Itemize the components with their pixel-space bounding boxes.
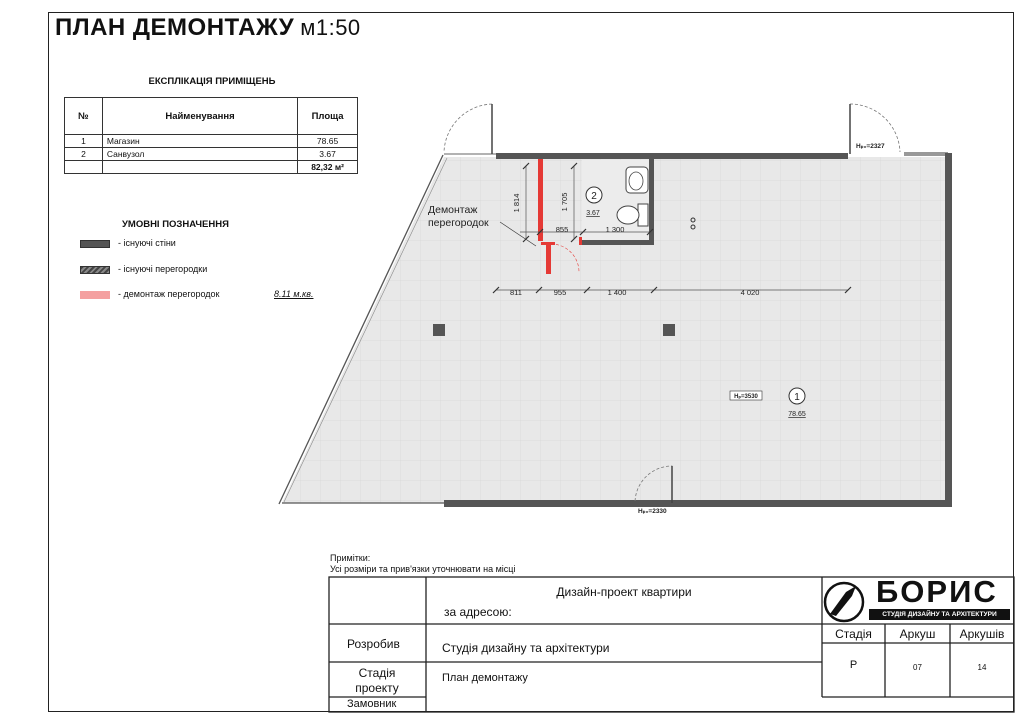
col-sheet-header: Аркуш	[899, 627, 936, 641]
explication-header-area: Площа	[298, 98, 358, 135]
notes-title: Примітки:	[330, 553, 371, 563]
explication-title: ЕКСПЛІКАЦІЯ ПРИМІЩЕНЬ	[148, 76, 276, 87]
title-text: ПЛАН ДЕМОНТАЖУ	[55, 14, 295, 41]
legend-label-walls: - існуючі стіни	[118, 238, 176, 248]
project-address-label: за адресою:	[444, 605, 512, 619]
dim-811: 811	[510, 288, 522, 297]
stage-label: Стадія проекту	[355, 666, 399, 695]
explication-header-number: №	[65, 98, 103, 135]
room1-area: 78.65	[788, 411, 806, 418]
title-scale: м1:50	[300, 15, 361, 40]
stage-value: Р	[849, 659, 858, 671]
developed-by: Студія дизайну та архітектури	[442, 641, 610, 655]
dim-1705: 1 705	[560, 192, 569, 212]
total-area: 82,32 м²	[298, 161, 358, 174]
logo-name: БОРИС	[876, 574, 998, 609]
sheet-name: План демонтажу	[442, 672, 528, 684]
logo-subtitle: СТУДІЯ ДИЗАЙНУ ТА АРХІТЕКТУРИ	[869, 609, 1010, 620]
room1-number: 1	[794, 392, 800, 403]
height-bottom: Hₚ₀=2330	[638, 508, 667, 515]
explication-header-name: Найменування	[102, 98, 297, 135]
legend-label-partitions: - існуючі перегородки	[118, 264, 208, 274]
col-stage-header: Стадія	[835, 627, 872, 641]
developed-by-label: Розробив	[347, 637, 400, 651]
dim-955: 955	[553, 288, 567, 297]
room2-number: 2	[591, 191, 597, 202]
studio-logo	[822, 574, 1014, 624]
dim-4020: 4 020	[740, 288, 760, 297]
dim-855: 855	[555, 225, 569, 234]
dim-1400: 1 400	[607, 288, 627, 297]
height-top: Hₚ₀=2327	[856, 143, 885, 150]
room-number: 2	[65, 148, 103, 161]
sheet-value: 07	[913, 663, 922, 672]
room-area: 3.67	[298, 148, 358, 161]
dim-1300: 1 300	[605, 225, 625, 234]
demolition-label-1: Демонтаж	[428, 204, 478, 216]
room-name: Магазин	[102, 135, 297, 148]
project-title: Дизайн-проект квартири	[556, 585, 692, 599]
room-name: Санвузол	[102, 148, 297, 161]
room-number: 1	[65, 135, 103, 148]
legend-title: УМОВНІ ПОЗНАЧЕННЯ	[122, 219, 229, 230]
room2-area: 3.67	[586, 210, 600, 217]
customer-label: Замовник	[347, 698, 397, 710]
legend-demolition-area: 8.11 м.кв.	[274, 289, 314, 299]
room-area: 78.65	[298, 135, 358, 148]
sheets-value: 14	[977, 663, 987, 672]
legend-label-demolition: - демонтаж перегородок	[118, 289, 220, 299]
demolition-label-2: перегородок	[428, 217, 489, 229]
room1-height: Hₚ=3530	[734, 394, 758, 400]
dim-1814: 1 814	[512, 193, 521, 213]
notes-text: Усі розміри та прив'язки уточнювати на місці	[330, 564, 516, 574]
col-sheets-header: Аркушів	[959, 627, 1005, 641]
